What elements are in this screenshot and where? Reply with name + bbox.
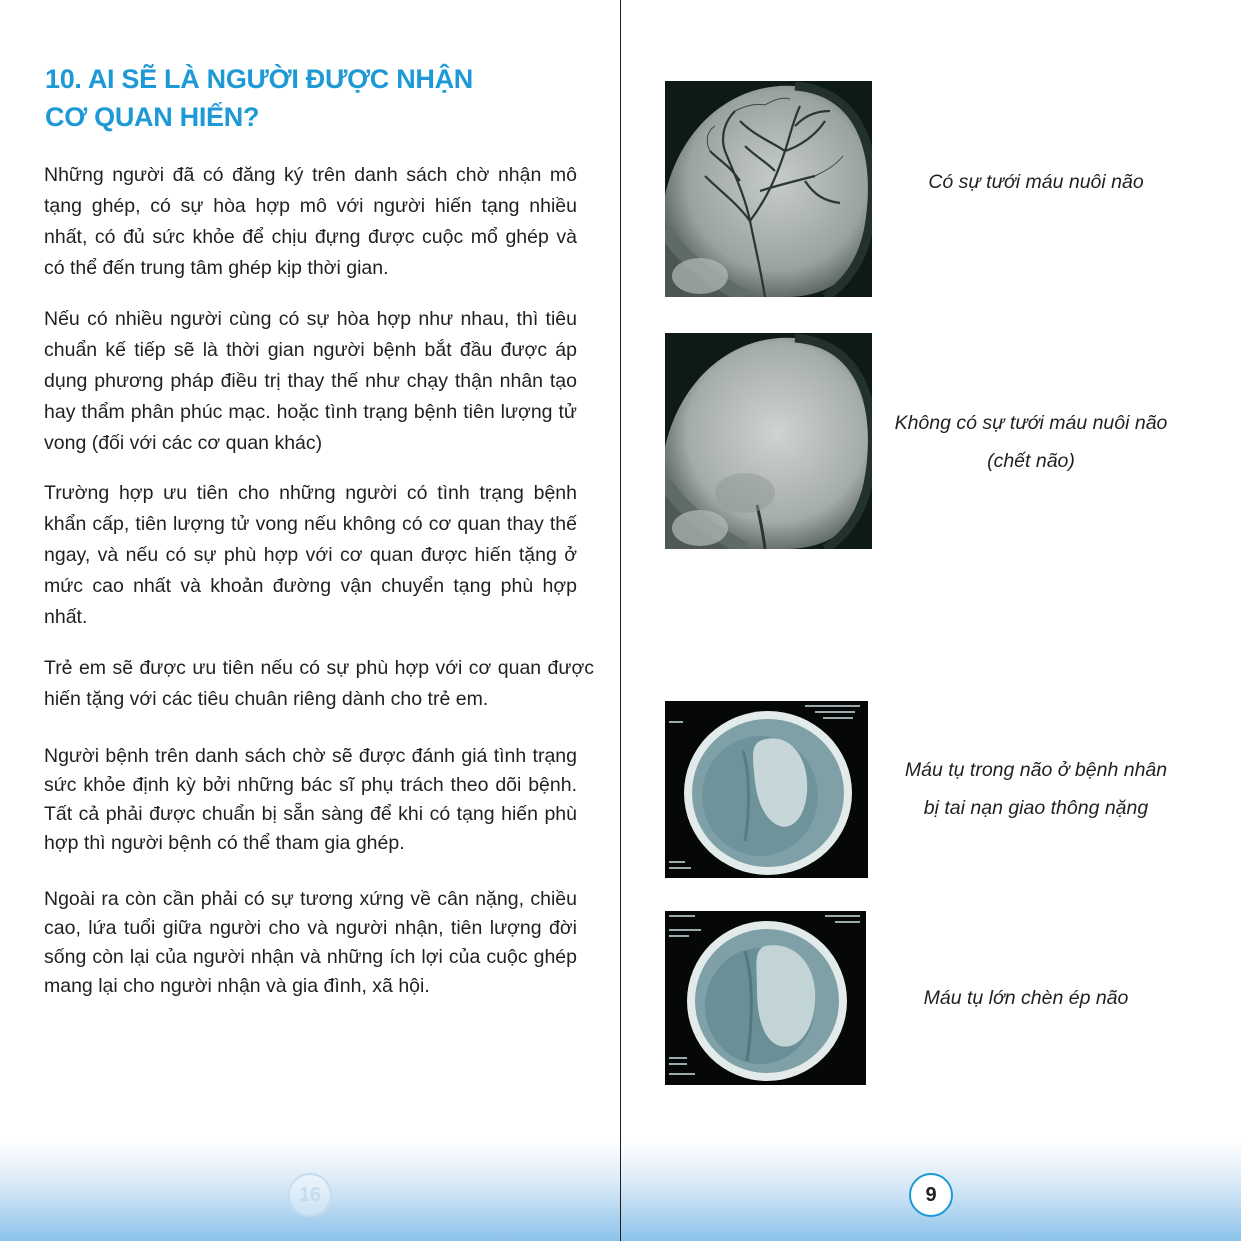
caption-2-line-1: Không có sự tưới máu nuôi não bbox=[894, 412, 1168, 434]
angiogram-no-perfusion-image bbox=[665, 333, 872, 549]
caption-1-line-1: Có sự tưới máu nuôi não bbox=[928, 171, 1144, 193]
caption-perfusion bbox=[886, 163, 1186, 201]
caption-no-perfusion bbox=[876, 404, 1186, 480]
section-title bbox=[45, 60, 565, 136]
paragraph-4: Trẻ em sẽ được ưu tiên nếu có sự phù hợp với cơ quan được hiến tặng với các tiêu chuân riêng dành cho trẻ em. bbox=[44, 657, 594, 710]
title-line-1: 10. AI SẼ LÀ NGƯỜI ĐƯỢC NHẬN bbox=[45, 64, 474, 94]
angiogram-perfusion-image bbox=[665, 81, 872, 297]
paragraph-2: Nếu có nhiều người cùng có sự hòa hợp như nhau, thì tiêu chuẩn kế tiếp sẽ là thời gian người bệnh bắt đầu được áp dụng phương pháp điều trị thay thế như chạy thận nhân tạo hay thẩm phân phúc mạc. hoặc tình trạng bệnh tiên lượng tử vong (đối với các cơ quan khác) bbox=[44, 308, 577, 454]
paragraph-3: Trường hợp ưu tiên cho những người có tình trạng bệnh khẩn cấp, tiên lượng tử vong nếu không có cơ quan thay thế ngay, và nếu có sự phù hợp với cơ quan được hiến tặng ở mức cao nhất và khoản đường vận chuyển tạng phù hợp nhất. bbox=[44, 482, 577, 628]
paragraph-1: Những người đã có đăng ký trên danh sách chờ nhận mô tạng ghép, có sự hòa hợp mô với người hiến tạng nhiều nhất, có đủ sức khỏe để chịu đựng được cuộc mổ ghép và có thể đến trung tâm ghép kịp thời gian. bbox=[44, 164, 577, 279]
right-page bbox=[621, 0, 1241, 1241]
caption-4-line-1: Máu tụ lớn chèn ép não bbox=[923, 987, 1129, 1009]
ct-large-hematoma-image bbox=[665, 911, 866, 1085]
title-line-2: CƠ QUAN HIẾN? bbox=[45, 102, 260, 132]
body-text bbox=[44, 160, 594, 1001]
caption-large-hematoma bbox=[876, 979, 1176, 1017]
caption-2-line-2: (chết não) bbox=[987, 450, 1075, 472]
page-number-left: 16 bbox=[288, 1173, 332, 1217]
caption-3-line-2: bị tai nạn giao thông nặng bbox=[923, 797, 1149, 819]
caption-hematoma bbox=[876, 751, 1196, 827]
caption-3-line-1: Máu tụ trong não ở bệnh nhân bbox=[904, 759, 1168, 781]
paragraph-5: Người bệnh trên danh sách chờ sẽ được đánh giá tình trạng sức khỏe định kỳ bởi những bác sĩ phụ trách theo dõi bệnh. Tất cả phải được chuẩn bị sẵn sàng để khi có tạng hiến phù hợp thì người bệnh có thể tham gia ghép. bbox=[44, 745, 577, 854]
page-number-right: 9 bbox=[909, 1173, 953, 1217]
ct-hematoma-image bbox=[665, 701, 868, 878]
left-page bbox=[0, 0, 620, 1241]
paragraph-6: Ngoài ra còn cần phải có sự tương xứng về cân nặng, chiều cao, lứa tuổi giữa người cho và người nhận, tiên lượng đời sống còn lại của người nhận và những ích lợi của cuộc ghép mang lại cho người nhận và gia đình, xã hội. bbox=[44, 888, 577, 997]
